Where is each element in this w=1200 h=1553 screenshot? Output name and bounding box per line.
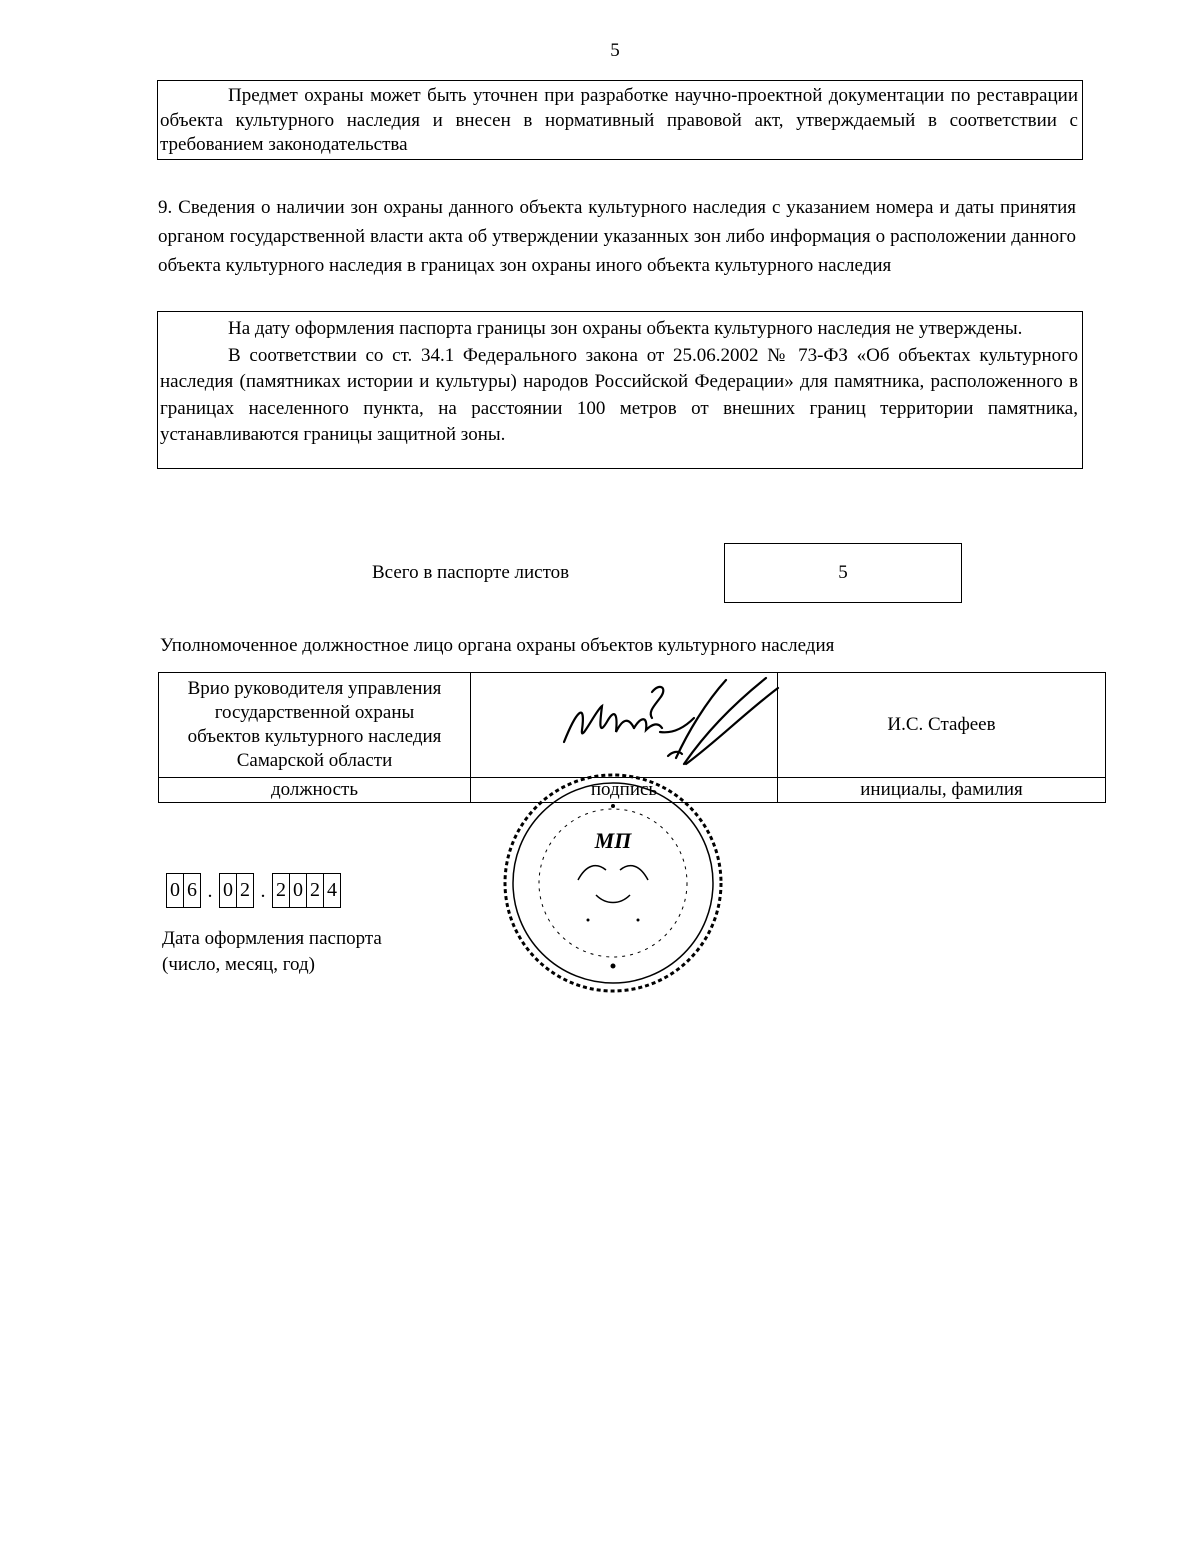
- date-label-line-2: (число, месяц, год): [162, 954, 316, 975]
- sheets-count-box: [724, 543, 962, 603]
- date-digit: 0: [166, 873, 184, 908]
- official-name: И.С. Стафеев: [887, 714, 996, 735]
- date-digits: [166, 873, 341, 908]
- date-day: [166, 873, 201, 908]
- caption-position: должность: [159, 778, 471, 803]
- protection-zones-box: [157, 311, 1083, 469]
- protection-zones-paragraph-2: В соответствии со ст. 34.1 Федерального закона от 25.06.2002 № 73-ФЗ «Об объектах культурного наследия (памятниках истории и культуры) народов Российской Федерации» для памятника, расположенного в границах населенного пункта, на расстоянии 100 метров от внешних границ территории памятника, устанавливаются границы защитной зоны.: [160, 344, 1078, 445]
- section-9-heading: 9. Сведения о наличии зон охраны данного объекта культурного наследия с указанием номера и даты принятия органом государственной власти акта об утверждении указанных зон либо информация о расположении данного объекта культурного наследия в границах зон охраны иного объекта культурного наследия: [158, 197, 1076, 276]
- date-digit: 0: [290, 873, 307, 908]
- position-line: государственной охраны: [214, 702, 415, 723]
- sheets-count-value: 5: [838, 562, 848, 583]
- date-digit: 2: [272, 873, 290, 908]
- position-line: Врио руководителя управления: [187, 678, 442, 699]
- caption-signature: подпись: [471, 778, 778, 803]
- protection-zones-paragraph-1: На дату оформления паспорта границы зон охраны объекта культурного наследия не утверждены.: [228, 318, 1023, 339]
- caption-name: инициалы, фамилия: [778, 778, 1106, 803]
- official-label: Уполномоченное должностное лицо органа охраны объектов культурного наследия: [160, 635, 835, 656]
- date-label-line-1: Дата оформления паспорта: [162, 928, 382, 949]
- sheets-count-label: Всего в паспорте листов: [372, 562, 570, 583]
- date-month: [219, 873, 254, 908]
- date-digit: 0: [219, 873, 237, 908]
- date-digit: 6: [184, 873, 201, 908]
- handwritten-signature: [556, 672, 786, 780]
- protection-subject-text: Предмет охраны может быть уточнен при разработке научно-проектной документации по реставрации объекта культурного наследия и внесен в нормативный правовой акт, утверждаемый в соответствии с требованием законодательства: [160, 85, 1078, 155]
- date-year: [272, 873, 341, 908]
- stamp-center-text: МП: [594, 828, 632, 853]
- position-line: Самарской области: [236, 750, 393, 771]
- date-digit: 2: [237, 873, 254, 908]
- position-line: объектов культурного наследия: [187, 726, 442, 747]
- date-digit: 4: [324, 873, 341, 908]
- official-seal-stamp: [496, 770, 731, 995]
- name-cell: [778, 673, 1106, 778]
- protection-subject-box: [157, 80, 1083, 160]
- page-number: 5: [610, 40, 620, 61]
- date-separator: .: [260, 880, 266, 902]
- date-label: [162, 926, 382, 978]
- date-digit: 2: [307, 873, 324, 908]
- position-cell: [159, 673, 471, 778]
- date-separator: .: [207, 880, 213, 902]
